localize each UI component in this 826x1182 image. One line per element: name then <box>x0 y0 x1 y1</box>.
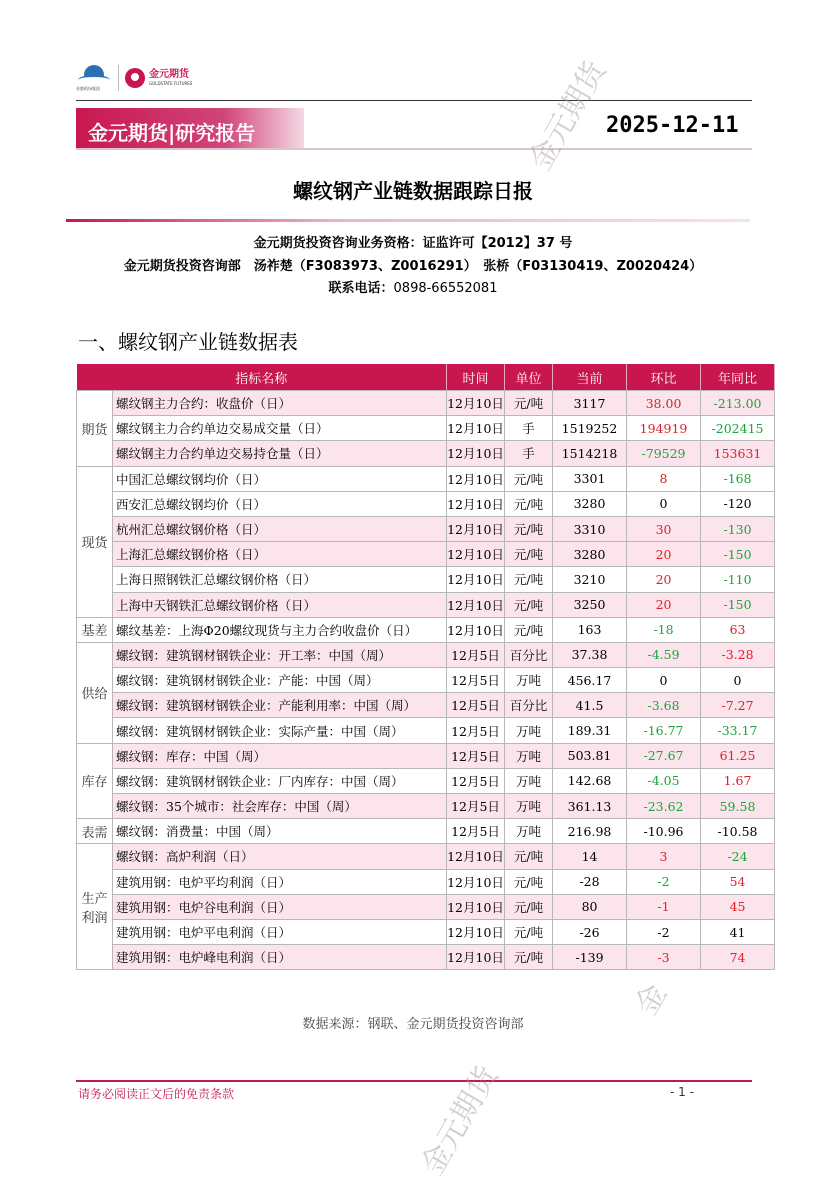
indicator-cell: 上海汇总螺纹钢价格（日） <box>113 542 447 567</box>
yoy-cell: 61.25 <box>701 743 775 768</box>
indicator-cell: 建筑用钢：电炉平均利润（日） <box>113 869 447 894</box>
current-cell: 189.31 <box>553 718 627 743</box>
indicator-cell: 螺纹钢：建筑钢材钢铁企业：开工率：中国（周） <box>113 642 447 667</box>
mom-cell: -4.59 <box>627 642 701 667</box>
yoy-cell: 45 <box>701 894 775 919</box>
yoy-cell: 59.58 <box>701 794 775 819</box>
current-cell: 3250 <box>553 592 627 617</box>
category-futures: 期货 <box>77 391 113 467</box>
indicator-cell: 中国汇总螺纹钢均价（日） <box>113 466 447 491</box>
indicator-cell: 上海中天钢铁汇总螺纹钢价格（日） <box>113 592 447 617</box>
table-row <box>77 743 775 768</box>
unit-cell: 万吨 <box>505 819 553 844</box>
mom-cell: -4.05 <box>627 768 701 793</box>
mom-cell: 0 <box>627 668 701 693</box>
current-cell: 503.81 <box>553 743 627 768</box>
current-cell: 3210 <box>553 567 627 592</box>
current-cell: 456.17 <box>553 668 627 693</box>
goldstate-logo <box>125 68 192 88</box>
table-row <box>77 668 775 693</box>
logo-area <box>76 60 192 96</box>
category-profit: 生产利润 <box>77 844 113 970</box>
indicator-cell: 螺纹钢：消费量：中国（周） <box>113 819 447 844</box>
indicator-cell: 螺纹钢：35个城市：社会库存：中国（周） <box>113 794 447 819</box>
mom-cell: 20 <box>627 567 701 592</box>
current-cell: 216.98 <box>553 819 627 844</box>
unit-cell: 万吨 <box>505 718 553 743</box>
header-mom: 环比 <box>627 364 701 391</box>
current-cell: -26 <box>553 919 627 944</box>
time-cell: 12月10日 <box>447 567 505 592</box>
indicator-cell: 螺纹钢主力合约：收盘价（日） <box>113 391 447 416</box>
table-header-row <box>77 364 775 391</box>
time-cell: 12月5日 <box>447 668 505 693</box>
table-row <box>77 768 775 793</box>
category-demand: 表需 <box>77 819 113 844</box>
unit-cell: 元/吨 <box>505 466 553 491</box>
current-cell: 41.5 <box>553 693 627 718</box>
table-row <box>77 642 775 667</box>
indicator-cell: 螺纹钢主力合约单边交易持仓量（日） <box>113 441 447 466</box>
header-unit: 单位 <box>505 364 553 391</box>
yoy-cell: -24 <box>701 844 775 869</box>
time-cell: 12月10日 <box>447 542 505 567</box>
logo-cn: 金元期货 <box>149 69 189 80</box>
indicator-cell: 螺纹钢：建筑钢材钢铁企业：厂内库存：中国（周） <box>113 768 447 793</box>
report-date: 2025-12-11 <box>606 113 739 138</box>
current-cell: 3280 <box>553 542 627 567</box>
yoy-cell: -168 <box>701 466 775 491</box>
current-cell: 1519252 <box>553 416 627 441</box>
table-row <box>77 542 775 567</box>
yoy-cell: -213.00 <box>701 391 775 416</box>
indicator-cell: 建筑用钢：电炉谷电利润（日） <box>113 894 447 919</box>
table-row <box>77 869 775 894</box>
unit-cell: 元/吨 <box>505 391 553 416</box>
contact-phone: 0898-66552081 <box>393 281 498 296</box>
time-cell: 12月10日 <box>447 391 505 416</box>
watermark-bottom: 金元期货 <box>414 1060 506 1182</box>
indicator-cell: 螺纹钢：建筑钢材钢铁企业：实际产量：中国（周） <box>113 718 447 743</box>
unit-cell: 元/吨 <box>505 894 553 919</box>
mom-cell: 20 <box>627 592 701 617</box>
banner-text: 金元期货|研究报告 <box>88 121 256 145</box>
contact-label: 联系电话： <box>328 281 394 296</box>
mom-cell: -1 <box>627 894 701 919</box>
disclaimer-note: 请务必阅读正文后的免责条款 <box>78 1087 235 1101</box>
time-cell: 12月10日 <box>447 466 505 491</box>
table-row <box>77 617 775 642</box>
current-cell: 3310 <box>553 516 627 541</box>
unit-cell: 万吨 <box>505 768 553 793</box>
mom-cell: 38.00 <box>627 391 701 416</box>
time-cell: 12月5日 <box>447 718 505 743</box>
header-indicator: 指标名称 <box>77 364 447 391</box>
mom-cell: -23.62 <box>627 794 701 819</box>
category-supply: 供给 <box>77 642 113 743</box>
table-row <box>77 819 775 844</box>
table-body <box>77 391 775 970</box>
indicator-cell: 杭州汇总螺纹钢价格（日） <box>113 516 447 541</box>
current-cell: -28 <box>553 869 627 894</box>
yoy-cell: 1.67 <box>701 768 775 793</box>
time-cell: 12月10日 <box>447 516 505 541</box>
section-title: 一、螺纹钢产业链数据表 <box>78 330 298 354</box>
qualification-line: 金元期货投资咨询业务资格：证监许可【2012】37 号 <box>253 236 573 251</box>
table-row <box>77 491 775 516</box>
yoy-cell: 74 <box>701 945 775 970</box>
time-cell: 12月10日 <box>447 592 505 617</box>
mom-cell: -3.68 <box>627 693 701 718</box>
unit-cell: 元/吨 <box>505 516 553 541</box>
time-cell: 12月5日 <box>447 693 505 718</box>
current-cell: 142.68 <box>553 768 627 793</box>
time-cell: 12月10日 <box>447 617 505 642</box>
yoy-cell: 153631 <box>701 441 775 466</box>
mom-cell: 8 <box>627 466 701 491</box>
watermark-mid: 金 <box>628 978 675 1022</box>
table-row <box>77 693 775 718</box>
table-row <box>77 567 775 592</box>
table-row <box>77 945 775 970</box>
logo-en: GOLDSTATE FUTURES <box>149 81 193 86</box>
mom-cell: 3 <box>627 844 701 869</box>
yoy-cell: -130 <box>701 516 775 541</box>
yoy-cell: 63 <box>701 617 775 642</box>
indicator-cell: 螺纹钢：建筑钢材钢铁企业：产能：中国（周） <box>113 668 447 693</box>
mom-cell: 0 <box>627 491 701 516</box>
unit-cell: 元/吨 <box>505 542 553 567</box>
indicator-cell: 螺纹钢：库存：中国（周） <box>113 743 447 768</box>
unit-cell: 元/吨 <box>505 567 553 592</box>
time-cell: 12月10日 <box>447 844 505 869</box>
unit-cell: 元/吨 <box>505 592 553 617</box>
mom-cell: 20 <box>627 542 701 567</box>
watermark-top: 金元期货 <box>522 55 614 177</box>
mom-cell: -2 <box>627 869 701 894</box>
yoy-cell: -110 <box>701 567 775 592</box>
time-cell: 12月10日 <box>447 416 505 441</box>
table-row <box>77 391 775 416</box>
current-cell: 3301 <box>553 466 627 491</box>
data-source: 数据来源：钢联、金元期货投资咨询部 <box>302 1017 524 1032</box>
current-cell: 80 <box>553 894 627 919</box>
banner-rule <box>76 148 752 150</box>
unit-cell: 百分比 <box>505 642 553 667</box>
yoy-cell: -120 <box>701 491 775 516</box>
report-banner <box>76 108 304 148</box>
unit-cell: 手 <box>505 416 553 441</box>
indicator-cell: 螺纹钢主力合约单边交易成交量（日） <box>113 416 447 441</box>
table-row <box>77 894 775 919</box>
header-time: 时间 <box>447 364 505 391</box>
yoy-cell: -33.17 <box>701 718 775 743</box>
mom-cell: 194919 <box>627 416 701 441</box>
table-row <box>77 794 775 819</box>
yoy-cell: -202415 <box>701 416 775 441</box>
document-title: 螺纹钢产业链数据跟踪日报 <box>293 179 533 203</box>
mom-cell: -10.96 <box>627 819 701 844</box>
table-row <box>77 466 775 491</box>
yoy-cell: -150 <box>701 592 775 617</box>
time-cell: 12月10日 <box>447 491 505 516</box>
category-basis: 基差 <box>77 617 113 642</box>
current-cell: -139 <box>553 945 627 970</box>
current-cell: 14 <box>553 844 627 869</box>
unit-cell: 万吨 <box>505 794 553 819</box>
mom-cell: -3 <box>627 945 701 970</box>
header-rule <box>76 100 752 101</box>
current-cell: 1514218 <box>553 441 627 466</box>
current-cell: 3280 <box>553 491 627 516</box>
time-cell: 12月10日 <box>447 945 505 970</box>
unit-cell: 元/吨 <box>505 844 553 869</box>
category-inventory: 库存 <box>77 743 113 819</box>
goldstate-mark-icon <box>125 68 145 88</box>
yoy-cell: 41 <box>701 919 775 944</box>
mom-cell: -18 <box>627 617 701 642</box>
time-cell: 12月10日 <box>447 894 505 919</box>
mom-cell: 30 <box>627 516 701 541</box>
indicator-cell: 上海日照钢铁汇总螺纹钢价格（日） <box>113 567 447 592</box>
mom-cell: -79529 <box>627 441 701 466</box>
header-current: 当前 <box>553 364 627 391</box>
current-cell: 163 <box>553 617 627 642</box>
time-cell: 12月5日 <box>447 819 505 844</box>
unit-cell: 百分比 <box>505 693 553 718</box>
yoy-cell: 54 <box>701 869 775 894</box>
logo-left-sub: 首都机场集团 <box>76 86 100 91</box>
unit-cell: 元/吨 <box>505 491 553 516</box>
current-cell: 37.38 <box>553 642 627 667</box>
yoy-cell: -10.58 <box>701 819 775 844</box>
indicator-cell: 建筑用钢：电炉平电利润（日） <box>113 919 447 944</box>
unit-cell: 元/吨 <box>505 919 553 944</box>
contact-line <box>0 277 826 296</box>
time-cell: 12月10日 <box>447 919 505 944</box>
indicator-cell: 建筑用钢：电炉峰电利润（日） <box>113 945 447 970</box>
yoy-cell: -3.28 <box>701 642 775 667</box>
analysts-line: 金元期货投资咨询部 汤祚楚（F3083973、Z0016291） 张桥（F03130419、Z0020424） <box>123 259 703 274</box>
current-cell: 3117 <box>553 391 627 416</box>
data-table <box>76 364 775 970</box>
indicator-cell: 西安汇总螺纹钢均价（日） <box>113 491 447 516</box>
unit-cell: 元/吨 <box>505 869 553 894</box>
unit-cell: 元/吨 <box>505 945 553 970</box>
title-rule <box>66 219 750 222</box>
unit-cell: 手 <box>505 441 553 466</box>
mom-cell: -2 <box>627 919 701 944</box>
time-cell: 12月10日 <box>447 869 505 894</box>
unit-cell: 万吨 <box>505 743 553 768</box>
indicator-cell: 螺纹基差：上海Φ20螺纹现货与主力合约收盘价（日） <box>113 617 447 642</box>
capital-airports-logo <box>76 63 112 93</box>
page-number: - 1 - <box>670 1085 694 1099</box>
time-cell: 12月5日 <box>447 743 505 768</box>
unit-cell: 万吨 <box>505 668 553 693</box>
footer-rule <box>76 1080 752 1082</box>
table-row <box>77 416 775 441</box>
yoy-cell: -150 <box>701 542 775 567</box>
unit-cell: 元/吨 <box>505 617 553 642</box>
time-cell: 12月10日 <box>447 441 505 466</box>
header-yoy: 年同比 <box>701 364 775 391</box>
mom-cell: -16.77 <box>627 718 701 743</box>
yoy-cell: 0 <box>701 668 775 693</box>
time-cell: 12月5日 <box>447 768 505 793</box>
table-row <box>77 919 775 944</box>
yoy-cell: -7.27 <box>701 693 775 718</box>
indicator-cell: 螺纹钢：高炉利润（日） <box>113 844 447 869</box>
mom-cell: -27.67 <box>627 743 701 768</box>
current-cell: 361.13 <box>553 794 627 819</box>
time-cell: 12月5日 <box>447 794 505 819</box>
table-row <box>77 592 775 617</box>
time-cell: 12月5日 <box>447 642 505 667</box>
table-row <box>77 844 775 869</box>
indicator-cell: 螺纹钢：建筑钢材钢铁企业：产能利用率：中国（周） <box>113 693 447 718</box>
table-row <box>77 441 775 466</box>
table-row <box>77 718 775 743</box>
table-row <box>77 516 775 541</box>
category-spot: 现货 <box>77 466 113 617</box>
